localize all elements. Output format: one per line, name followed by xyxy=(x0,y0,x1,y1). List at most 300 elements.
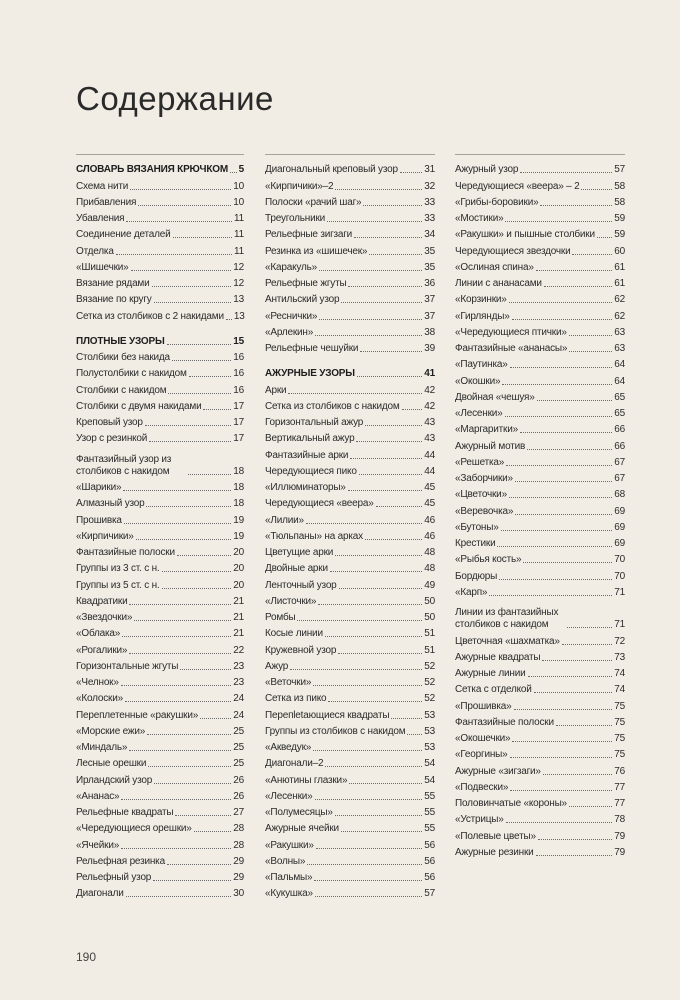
toc-entry-page: 75 xyxy=(614,733,625,744)
dot-leader xyxy=(569,335,613,336)
toc-entry[interactable] xyxy=(265,690,435,706)
dot-leader xyxy=(512,319,613,320)
dot-leader xyxy=(572,254,612,255)
toc-entry-title: Сетка из столбиков с 2 накидами xyxy=(76,310,224,322)
toc-entry-page: 62 xyxy=(614,310,625,322)
toc-entry[interactable] xyxy=(265,771,435,787)
toc-entry-title: «Корзинки» xyxy=(455,294,507,306)
toc-entry[interactable] xyxy=(455,714,625,730)
toc-entry-page: 35 xyxy=(424,245,435,257)
toc-entry[interactable] xyxy=(265,398,435,414)
toc-entry[interactable] xyxy=(76,365,244,381)
toc-section-heading[interactable] xyxy=(76,161,244,177)
toc-entry-page: 18 xyxy=(233,482,244,493)
toc-entry[interactable] xyxy=(265,528,435,544)
toc-entry[interactable] xyxy=(76,853,244,869)
toc-entry[interactable] xyxy=(76,194,244,210)
toc-entry-page: 52 xyxy=(424,693,435,705)
dot-leader xyxy=(315,335,422,336)
toc-entry-title: «Паутинка» xyxy=(455,359,508,371)
toc-entry-title: «Ячейки» xyxy=(76,839,120,851)
toc-entry-page: 16 xyxy=(233,352,244,363)
toc-entry[interactable] xyxy=(76,593,244,609)
toc-entry[interactable] xyxy=(265,446,435,462)
toc-entry[interactable] xyxy=(76,259,244,275)
dot-leader xyxy=(173,237,232,238)
toc-entry[interactable] xyxy=(76,641,244,657)
dot-leader xyxy=(154,302,232,303)
toc-entry-title: Ажур xyxy=(265,660,289,672)
toc-entry[interactable] xyxy=(265,177,435,193)
toc-entry[interactable] xyxy=(76,674,244,690)
toc-entry-title: «Реснички» xyxy=(265,310,318,322)
toc-entry-title: Группы из 5 ст. с н. xyxy=(76,579,160,591)
dot-leader xyxy=(200,718,231,719)
toc-entry-page: 43 xyxy=(424,433,435,445)
toc-entry[interactable] xyxy=(265,463,435,479)
toc-entry-page: 45 xyxy=(424,482,435,493)
toc-entry-title: Отделка xyxy=(76,245,114,257)
toc-entry[interactable] xyxy=(265,853,435,869)
toc-entry[interactable] xyxy=(265,788,435,804)
toc-entry-title: Диагонали xyxy=(76,888,124,900)
toc-entry[interactable] xyxy=(265,576,435,592)
toc-entry[interactable] xyxy=(455,259,625,275)
toc-entry-title: «Каракуль» xyxy=(265,261,317,273)
toc-entry-page: 31 xyxy=(424,164,435,176)
toc-entry-title: Переплетенные «ракушки» xyxy=(76,709,199,721)
toc-entry-page: 13 xyxy=(233,294,244,306)
dot-leader xyxy=(313,685,422,686)
toc-entry-title: «Иллюминаторы» xyxy=(265,482,346,493)
toc-entry[interactable] xyxy=(455,324,625,340)
toc-entry-title: Половинчатые «короны» xyxy=(455,798,567,809)
toc-entry-page: 36 xyxy=(424,278,435,289)
toc-entry-page: 55 xyxy=(424,807,435,818)
toc-entry-page: 10 xyxy=(233,196,244,208)
toc-entry-title: Рельефный узор xyxy=(76,872,152,883)
toc-entry[interactable] xyxy=(455,827,625,843)
toc-entry-title: «Облака» xyxy=(76,628,121,640)
toc-entry[interactable] xyxy=(76,349,244,365)
toc-entry-title: «Прошивка» xyxy=(455,700,512,712)
toc-entry-page: 69 xyxy=(614,521,625,533)
toc-entry[interactable] xyxy=(455,600,625,633)
toc-entry-title: Столбики с накидом xyxy=(76,384,167,396)
dot-leader xyxy=(134,620,231,621)
toc-entry-page: 66 xyxy=(614,424,625,436)
toc-entry[interactable] xyxy=(455,584,625,600)
toc-entry-page: 43 xyxy=(424,417,435,428)
toc-entry-title: Ажурный узор xyxy=(455,164,519,176)
toc-entry[interactable] xyxy=(455,486,625,502)
dot-leader xyxy=(121,799,231,800)
dot-leader xyxy=(175,815,231,816)
toc-entry-title: Сетка из столбиков с накидом xyxy=(265,400,400,412)
toc-entry-page: 33 xyxy=(424,196,435,208)
dot-leader xyxy=(203,409,231,410)
toc-entry-page: 67 xyxy=(614,456,625,468)
toc-entry-title: Группы из столбиков с накидом xyxy=(265,725,406,737)
dot-leader xyxy=(540,205,612,206)
toc-entry-title: Столбики без накида xyxy=(76,352,170,363)
toc-entry[interactable] xyxy=(76,820,244,836)
toc-entry[interactable] xyxy=(265,641,435,657)
toc-entry-title: «Ракушки» и пышные столбики xyxy=(455,229,595,241)
toc-entry[interactable] xyxy=(455,275,625,291)
dot-leader xyxy=(520,172,612,173)
toc-entry[interactable] xyxy=(455,746,625,762)
toc-entry-page: 54 xyxy=(424,758,435,770)
toc-entry[interactable] xyxy=(455,242,625,258)
toc-entry-page: 55 xyxy=(424,790,435,802)
toc-entry[interactable] xyxy=(76,275,244,291)
dot-leader xyxy=(369,254,422,255)
toc-entry[interactable] xyxy=(455,437,625,453)
toc-entry-title: «Окошечки» xyxy=(455,733,511,744)
toc-entry[interactable] xyxy=(265,495,435,511)
toc-entry[interactable] xyxy=(265,307,435,323)
toc-entry-page: 66 xyxy=(614,440,625,452)
toc-entry-title: Узор с резинкой xyxy=(76,433,148,445)
dot-leader xyxy=(515,481,612,482)
toc-entry[interactable] xyxy=(76,560,244,576)
toc-entry-page: 37 xyxy=(424,294,435,306)
toc-entry-page: 18 xyxy=(233,465,244,477)
toc-entry-page: 23 xyxy=(233,660,244,672)
toc-entry-page: 53 xyxy=(424,725,435,737)
dot-leader xyxy=(177,555,231,556)
toc-entry-page: 34 xyxy=(424,229,435,241)
dot-leader xyxy=(318,604,422,605)
toc-entry-page: 63 xyxy=(614,326,625,338)
dot-leader xyxy=(126,221,232,222)
toc-entry[interactable] xyxy=(76,177,244,193)
toc-entry-title: ПЛОТНЫЕ УЗОРЫ xyxy=(76,335,165,347)
dot-leader xyxy=(338,653,422,654)
toc-entry[interactable] xyxy=(455,762,625,778)
toc-entry-title: Антильский узор xyxy=(265,294,340,306)
toc-entry-page: 30 xyxy=(233,888,244,900)
toc-entry-title: Чередующиеся «веера» – 2 xyxy=(455,180,580,192)
dot-leader xyxy=(509,302,613,303)
toc-entry[interactable] xyxy=(265,723,435,739)
toc-entry[interactable] xyxy=(455,210,625,226)
toc-entry[interactable] xyxy=(455,421,625,437)
toc-entry[interactable] xyxy=(76,381,244,397)
toc-entry[interactable] xyxy=(455,665,625,681)
toc-entry[interactable] xyxy=(76,804,244,820)
toc-entry[interactable] xyxy=(76,869,244,885)
toc-entry[interactable] xyxy=(265,414,435,430)
dot-leader xyxy=(319,319,422,320)
toc-entry-title: Ирландский узор xyxy=(76,774,153,786)
toc-entry[interactable] xyxy=(455,730,625,746)
toc-entry[interactable] xyxy=(455,681,625,697)
toc-entry[interactable] xyxy=(265,593,435,609)
toc-entry[interactable] xyxy=(455,649,625,665)
toc-entry-page: 22 xyxy=(233,644,244,656)
dot-leader xyxy=(148,766,231,767)
dot-leader xyxy=(350,458,422,459)
toc-entry[interactable] xyxy=(455,291,625,307)
dot-leader xyxy=(162,588,232,589)
toc-entry[interactable] xyxy=(265,340,435,356)
toc-entry-page: 63 xyxy=(614,343,625,354)
toc-entry-title: «Волны» xyxy=(265,855,306,867)
dot-leader xyxy=(348,490,423,491)
dot-leader xyxy=(226,319,232,320)
toc-entry-title: Прибавления xyxy=(76,196,137,208)
toc-entry[interactable] xyxy=(265,625,435,641)
toc-entry-page: 65 xyxy=(614,391,625,403)
toc-entry[interactable] xyxy=(76,544,244,560)
dot-leader xyxy=(314,880,422,881)
toc-column-1 xyxy=(76,161,244,901)
toc-entry-title: «Морские ежи» xyxy=(76,725,146,737)
toc-entry-title: Рельефные квадраты xyxy=(76,807,174,818)
dot-leader xyxy=(523,562,612,563)
dot-leader xyxy=(146,506,231,507)
dot-leader xyxy=(153,880,231,881)
toc-entry[interactable] xyxy=(76,771,244,787)
toc-entry[interactable] xyxy=(265,479,435,495)
toc-entry-page: 78 xyxy=(614,814,625,826)
toc-entry[interactable] xyxy=(455,844,625,860)
toc-entry[interactable] xyxy=(265,161,435,177)
column-rule-3 xyxy=(455,154,625,155)
toc-entry[interactable] xyxy=(455,340,625,356)
toc-entry[interactable] xyxy=(76,479,244,495)
toc-entry-title: «Лилии» xyxy=(265,514,304,526)
toc-entry-title: «Миндаль» xyxy=(76,742,128,753)
toc-entry-title: «Звездочки» xyxy=(76,612,133,623)
dot-leader xyxy=(123,490,231,491)
toc-entry[interactable] xyxy=(455,226,625,242)
dot-leader xyxy=(328,701,422,702)
toc-entry[interactable] xyxy=(265,658,435,674)
toc-entry[interactable] xyxy=(265,511,435,527)
toc-entry-title: Двойная «чешуя» xyxy=(455,391,535,403)
toc-entry[interactable] xyxy=(455,519,625,535)
dot-leader xyxy=(313,750,422,751)
dot-leader xyxy=(569,351,612,352)
toc-entry[interactable] xyxy=(76,706,244,722)
toc-entry-page: 24 xyxy=(233,709,244,721)
toc-entry[interactable] xyxy=(455,779,625,795)
toc-entry[interactable] xyxy=(265,381,435,397)
toc-entry[interactable] xyxy=(76,788,244,804)
dot-leader xyxy=(131,270,232,271)
toc-entry[interactable] xyxy=(265,544,435,560)
toc-entry-title: Сетка с отделкой xyxy=(455,684,532,696)
toc-entry-title: «Колоски» xyxy=(76,693,123,705)
toc-entry[interactable] xyxy=(76,739,244,755)
toc-entry-page: 70 xyxy=(614,570,625,582)
toc-entry[interactable] xyxy=(265,291,435,307)
dot-leader xyxy=(497,546,612,547)
toc-entry[interactable] xyxy=(76,430,244,446)
toc-entry-title: «Шарики» xyxy=(76,482,122,493)
toc-entry[interactable] xyxy=(265,560,435,576)
toc-entry[interactable] xyxy=(265,804,435,820)
toc-entry[interactable] xyxy=(455,454,625,470)
toc-entry[interactable] xyxy=(455,161,625,177)
toc-entry[interactable] xyxy=(455,502,625,518)
toc-entry[interactable] xyxy=(455,632,625,648)
toc-entry[interactable] xyxy=(265,820,435,836)
toc-entry[interactable] xyxy=(76,609,244,625)
toc-entry[interactable] xyxy=(265,609,435,625)
toc-entry[interactable] xyxy=(265,706,435,722)
toc-entry-title: Фантазийные «ананасы» xyxy=(455,343,568,354)
toc-entry[interactable] xyxy=(76,446,244,479)
toc-entry[interactable] xyxy=(76,528,244,544)
toc-entry[interactable] xyxy=(455,535,625,551)
toc-entry-title: «Полевые цветы» xyxy=(455,830,536,842)
toc-entry[interactable] xyxy=(265,430,435,446)
toc-entry-title: Вязание рядами xyxy=(76,278,150,289)
toc-entry-page: 25 xyxy=(233,725,244,737)
dot-leader xyxy=(536,855,613,856)
toc-entry[interactable] xyxy=(265,836,435,852)
dot-leader xyxy=(357,376,422,377)
toc-entry[interactable] xyxy=(265,885,435,901)
toc-entry[interactable] xyxy=(455,194,625,210)
toc-entry-title: Ажурный мотив xyxy=(455,440,526,452)
toc-entry[interactable] xyxy=(265,226,435,242)
toc-entry[interactable] xyxy=(265,194,435,210)
dot-leader xyxy=(335,189,422,190)
toc-entry-page: 20 xyxy=(233,579,244,591)
toc-entry[interactable] xyxy=(455,372,625,388)
toc-entry-title: «Кирпичики» xyxy=(76,530,134,542)
toc-entry[interactable] xyxy=(76,576,244,592)
toc-entry-page: 68 xyxy=(614,489,625,501)
toc-entry[interactable] xyxy=(76,511,244,527)
toc-entry-title: Перепletающиеся квадраты xyxy=(265,709,390,721)
toc-entry[interactable] xyxy=(265,242,435,258)
toc-entry-page: 21 xyxy=(233,612,244,623)
column-rule-2 xyxy=(265,154,435,155)
dot-leader xyxy=(180,669,231,670)
toc-entry-title: Треугольники xyxy=(265,213,326,224)
toc-entry[interactable] xyxy=(265,324,435,340)
toc-entry-page: 21 xyxy=(233,595,244,607)
toc-entry[interactable] xyxy=(76,836,244,852)
dot-leader xyxy=(527,449,612,450)
dot-leader xyxy=(520,432,612,433)
toc-entry-title: Кружевной узор xyxy=(265,644,337,656)
toc-entry-title: Рельефная резинка xyxy=(76,855,165,867)
dot-leader xyxy=(188,474,231,475)
toc-entry[interactable] xyxy=(455,795,625,811)
dot-leader xyxy=(230,172,237,173)
toc-entry-page: 44 xyxy=(424,449,435,461)
dot-leader xyxy=(129,750,231,751)
toc-entry[interactable] xyxy=(455,177,625,193)
toc-entry[interactable] xyxy=(455,356,625,372)
toc-entry[interactable] xyxy=(455,567,625,583)
toc-entry[interactable] xyxy=(76,690,244,706)
toc-entry[interactable] xyxy=(76,307,244,323)
toc-entry-title: Ажурные линии xyxy=(455,668,526,679)
toc-entry[interactable] xyxy=(76,414,244,430)
toc-entry[interactable] xyxy=(76,625,244,641)
toc-entry[interactable] xyxy=(265,210,435,226)
toc-entry[interactable] xyxy=(76,755,244,771)
toc-entry[interactable] xyxy=(76,658,244,674)
dot-leader xyxy=(502,384,612,385)
toc-entry[interactable] xyxy=(455,470,625,486)
toc-entry-page: 60 xyxy=(614,245,625,257)
toc-entry[interactable] xyxy=(76,242,244,258)
toc-entry[interactable] xyxy=(455,389,625,405)
toc-entry[interactable] xyxy=(455,811,625,827)
toc-entry[interactable] xyxy=(455,551,625,567)
toc-entry-page: 54 xyxy=(424,774,435,786)
toc-entry-page: 13 xyxy=(233,310,245,322)
toc-entry[interactable] xyxy=(265,674,435,690)
dot-leader xyxy=(138,205,231,206)
toc-entry[interactable] xyxy=(265,739,435,755)
toc-section-heading[interactable] xyxy=(265,365,435,381)
toc-entry-page: 75 xyxy=(614,700,625,712)
toc-entry[interactable] xyxy=(76,723,244,739)
toc-entry-page: 17 xyxy=(233,417,244,428)
toc-entry-page: 56 xyxy=(424,872,435,883)
toc-entry-page: 61 xyxy=(614,278,625,289)
page-title: Содержание xyxy=(76,80,274,117)
toc-entry-page: 55 xyxy=(424,823,435,835)
toc-entry-title: Ажурные ячейки xyxy=(265,823,339,835)
toc-entry-title: Фантазийный узор из столбиков с накидом xyxy=(76,453,172,477)
toc-entry-page: 46 xyxy=(424,514,435,526)
toc-entry[interactable] xyxy=(265,755,435,771)
toc-entry[interactable] xyxy=(76,291,244,307)
toc-entry[interactable] xyxy=(76,885,244,901)
toc-entry[interactable] xyxy=(265,275,435,291)
column-rule-1 xyxy=(76,154,244,155)
toc-entry-title: Диагонали–2 xyxy=(265,758,324,770)
dot-leader xyxy=(365,425,422,426)
toc-entry[interactable] xyxy=(76,226,244,242)
toc-entry[interactable] xyxy=(455,307,625,323)
dot-leader xyxy=(562,644,612,645)
toc-entry[interactable] xyxy=(76,495,244,511)
dot-leader xyxy=(315,799,423,800)
dot-leader xyxy=(194,831,232,832)
toc-entry-title: «Грибы-боровики» xyxy=(455,196,539,208)
toc-entry[interactable] xyxy=(76,398,244,414)
dot-leader xyxy=(376,506,423,507)
toc-entry-page: 17 xyxy=(233,433,244,445)
toc-section-heading[interactable] xyxy=(76,333,244,349)
toc-entry-page: 21 xyxy=(233,628,244,640)
toc-entry[interactable] xyxy=(455,405,625,421)
toc-entry[interactable] xyxy=(455,697,625,713)
dot-leader xyxy=(354,237,422,238)
toc-entry-title: Схема нити xyxy=(76,180,129,192)
toc-entry-page: 79 xyxy=(614,846,625,858)
toc-entry-title: «Рыбья кость» xyxy=(455,554,522,566)
toc-entry[interactable] xyxy=(76,210,244,226)
toc-entry[interactable] xyxy=(265,869,435,885)
toc-entry-title: Линии с ананасами xyxy=(455,278,542,289)
toc-entry[interactable] xyxy=(265,259,435,275)
toc-entry-title: «Челнок» xyxy=(76,677,119,688)
toc-entry-title: «Анютины глазки» xyxy=(265,774,348,786)
